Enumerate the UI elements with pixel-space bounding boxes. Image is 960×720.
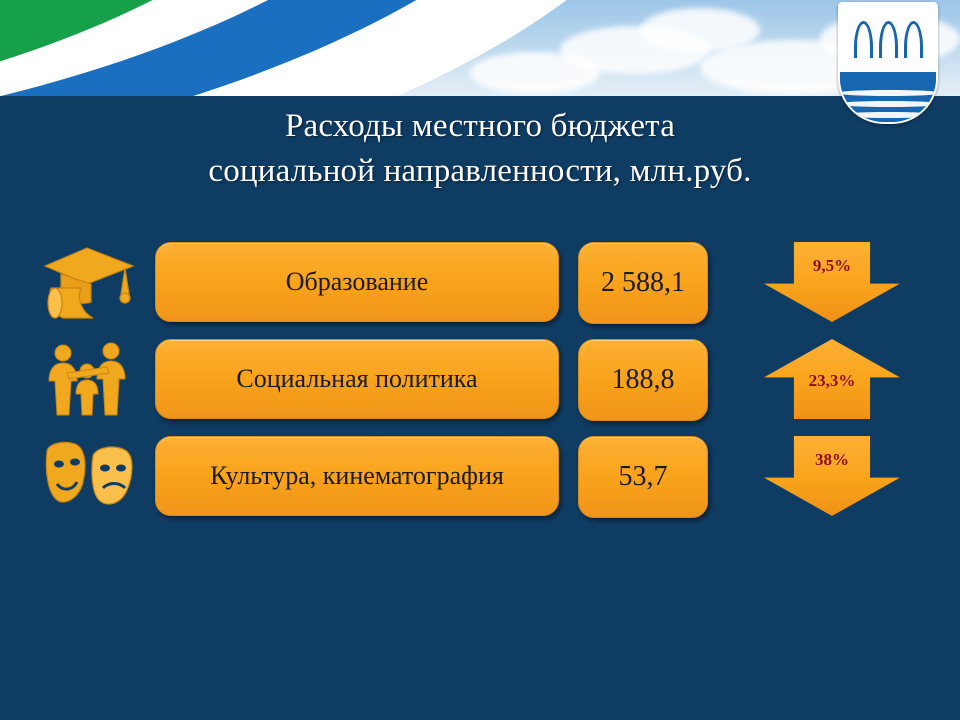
row-value: 2 588,1 (578, 242, 708, 324)
row-label: Культура, кинематография (155, 436, 559, 516)
arrow-up-icon (748, 333, 916, 425)
arrow-down-icon (748, 236, 916, 328)
row-value: 53,7 (578, 436, 708, 518)
graduation-cap-icon (34, 236, 144, 328)
row-label: Образование (155, 242, 559, 322)
arrow-shape (764, 436, 900, 516)
table-row (0, 236, 960, 333)
theatre-masks-icon (34, 430, 144, 522)
header-band (0, 0, 960, 105)
row-value: 188,8 (578, 339, 708, 421)
slide-title (0, 104, 960, 193)
row-label: Социальная политика (155, 339, 559, 419)
emblem-fountains (840, 12, 936, 58)
cloud-icon (470, 52, 600, 94)
row-percent: 9,5% (812, 256, 852, 275)
budget-rows (0, 236, 960, 527)
row-percent: 23,3% (808, 371, 856, 390)
arrow-shape (764, 242, 900, 322)
wave-line (838, 90, 938, 96)
table-row (0, 430, 960, 527)
family-people-icon (34, 333, 144, 425)
fountain-icon (854, 21, 873, 58)
row-percent: 38% (815, 450, 849, 469)
title-line-2: социальной направленности, млн.руб. (208, 152, 752, 189)
table-row (0, 333, 960, 430)
arrow-down-icon (748, 430, 916, 522)
fountain-icon (904, 21, 923, 58)
title-line-1: Расходы местного бюджета (284, 108, 676, 144)
fountain-icon (879, 21, 898, 58)
